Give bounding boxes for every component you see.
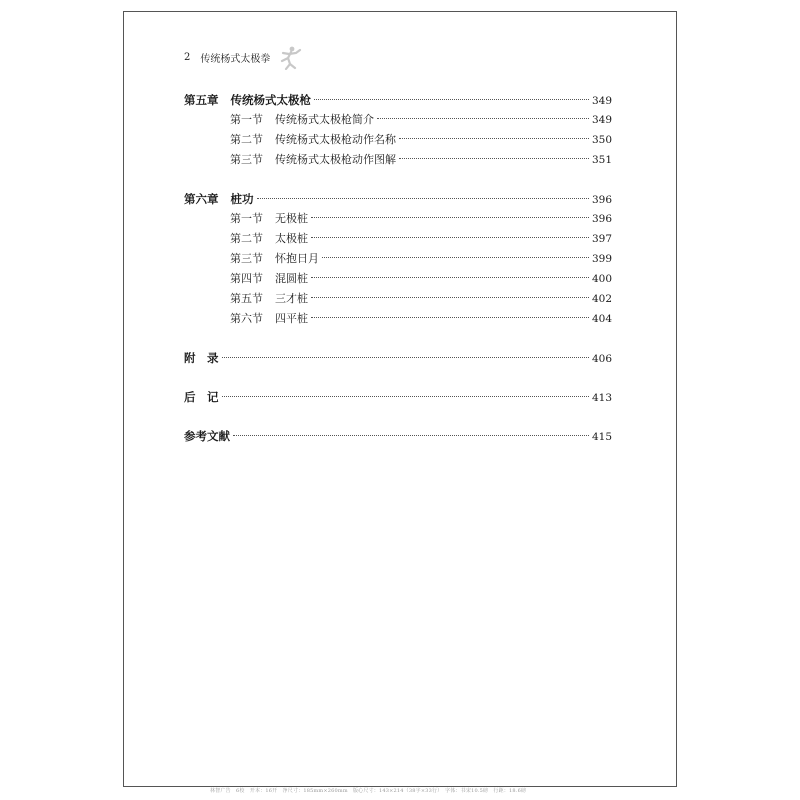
- section-label: 第四节: [230, 272, 263, 285]
- toc-afterword[interactable]: [184, 387, 612, 407]
- running-header: [184, 46, 302, 68]
- leader-dots: [222, 357, 589, 358]
- leader-dots: [314, 99, 589, 100]
- section-label: 第二节: [230, 232, 263, 245]
- header-page-number: 2: [184, 51, 191, 63]
- leader-dots: [311, 237, 589, 238]
- afterword-title: 后 记: [184, 390, 219, 404]
- page-number: 396: [591, 194, 612, 206]
- section-title: 混圆桩: [275, 272, 308, 285]
- page-number: 397: [591, 233, 612, 245]
- leader-dots: [311, 277, 589, 278]
- section-title: 太极桩: [275, 232, 308, 245]
- page-number: 413: [591, 392, 612, 404]
- appendix-title: 附 录: [184, 351, 219, 365]
- leader-dots: [311, 317, 589, 318]
- section-title: 怀抱日月: [275, 252, 319, 265]
- page-number: 350: [591, 134, 612, 146]
- section-label: 第三节: [230, 252, 263, 265]
- leader-dots: [399, 158, 589, 159]
- section-title: 传统杨式太极枪动作名称: [275, 133, 396, 146]
- page-number: 404: [591, 313, 612, 325]
- section-title: 无极桩: [275, 212, 308, 225]
- section-title: 四平桩: [275, 312, 308, 325]
- section-label: 第三节: [230, 153, 263, 166]
- toc-section[interactable]: [184, 249, 612, 269]
- leader-dots: [311, 217, 589, 218]
- leader-dots: [222, 396, 589, 397]
- toc-section[interactable]: [184, 269, 612, 289]
- leader-dots: [311, 297, 589, 298]
- chapter-title: 传统杨式太极枪: [230, 93, 311, 107]
- page-number: 415: [591, 431, 612, 443]
- section-title: 传统杨式太极枪动作图解: [275, 153, 396, 166]
- toc-section[interactable]: [184, 229, 612, 249]
- section-label: 第二节: [230, 133, 263, 146]
- toc-section[interactable]: [184, 110, 612, 130]
- section-title: 传统杨式太极枪简介: [275, 113, 374, 126]
- page-number: 396: [591, 213, 612, 225]
- section-label: 第一节: [230, 113, 263, 126]
- page-number: 399: [591, 253, 612, 265]
- leader-dots: [399, 138, 589, 139]
- chapter-title: 桩功: [230, 192, 254, 206]
- leader-dots: [322, 257, 589, 258]
- chapter-label: 第六章: [184, 192, 219, 206]
- toc-chapter-5[interactable]: [184, 90, 612, 110]
- toc-chapter-6[interactable]: [184, 189, 612, 209]
- chapter-label: 第五章: [184, 93, 219, 107]
- leader-dots: [377, 118, 589, 119]
- leader-dots: [257, 198, 589, 199]
- table-of-contents: [184, 90, 612, 446]
- page-number: 400: [591, 273, 612, 285]
- section-label: 第一节: [230, 212, 263, 225]
- page-number: 402: [591, 293, 612, 305]
- references-title: 参考文献: [184, 429, 230, 443]
- toc-section[interactable]: [184, 130, 612, 150]
- header-book-title: 传统杨式太极拳: [200, 53, 271, 65]
- page-number: 406: [591, 353, 612, 365]
- section-title: 三才桩: [275, 292, 308, 305]
- page-number: 349: [591, 114, 612, 126]
- section-label: 第五节: [230, 292, 263, 305]
- toc-section[interactable]: [184, 150, 612, 170]
- toc-references[interactable]: [184, 426, 612, 446]
- page-number: 351: [591, 154, 612, 166]
- page-number: 349: [591, 95, 612, 107]
- taichi-figure-icon: [276, 44, 302, 70]
- leader-dots: [233, 435, 589, 436]
- toc-section[interactable]: [184, 289, 612, 309]
- print-info-footer: 林智广告 6校 开本：16开 净尺寸：185mm×260mm 版心尺寸：143×214（38字×33行） 字体：书宋10.5磅 行距：18.6磅: [210, 788, 527, 794]
- toc-section[interactable]: [184, 209, 612, 229]
- toc-section[interactable]: [184, 309, 612, 329]
- toc-appendix[interactable]: [184, 348, 612, 368]
- section-label: 第六节: [230, 312, 263, 325]
